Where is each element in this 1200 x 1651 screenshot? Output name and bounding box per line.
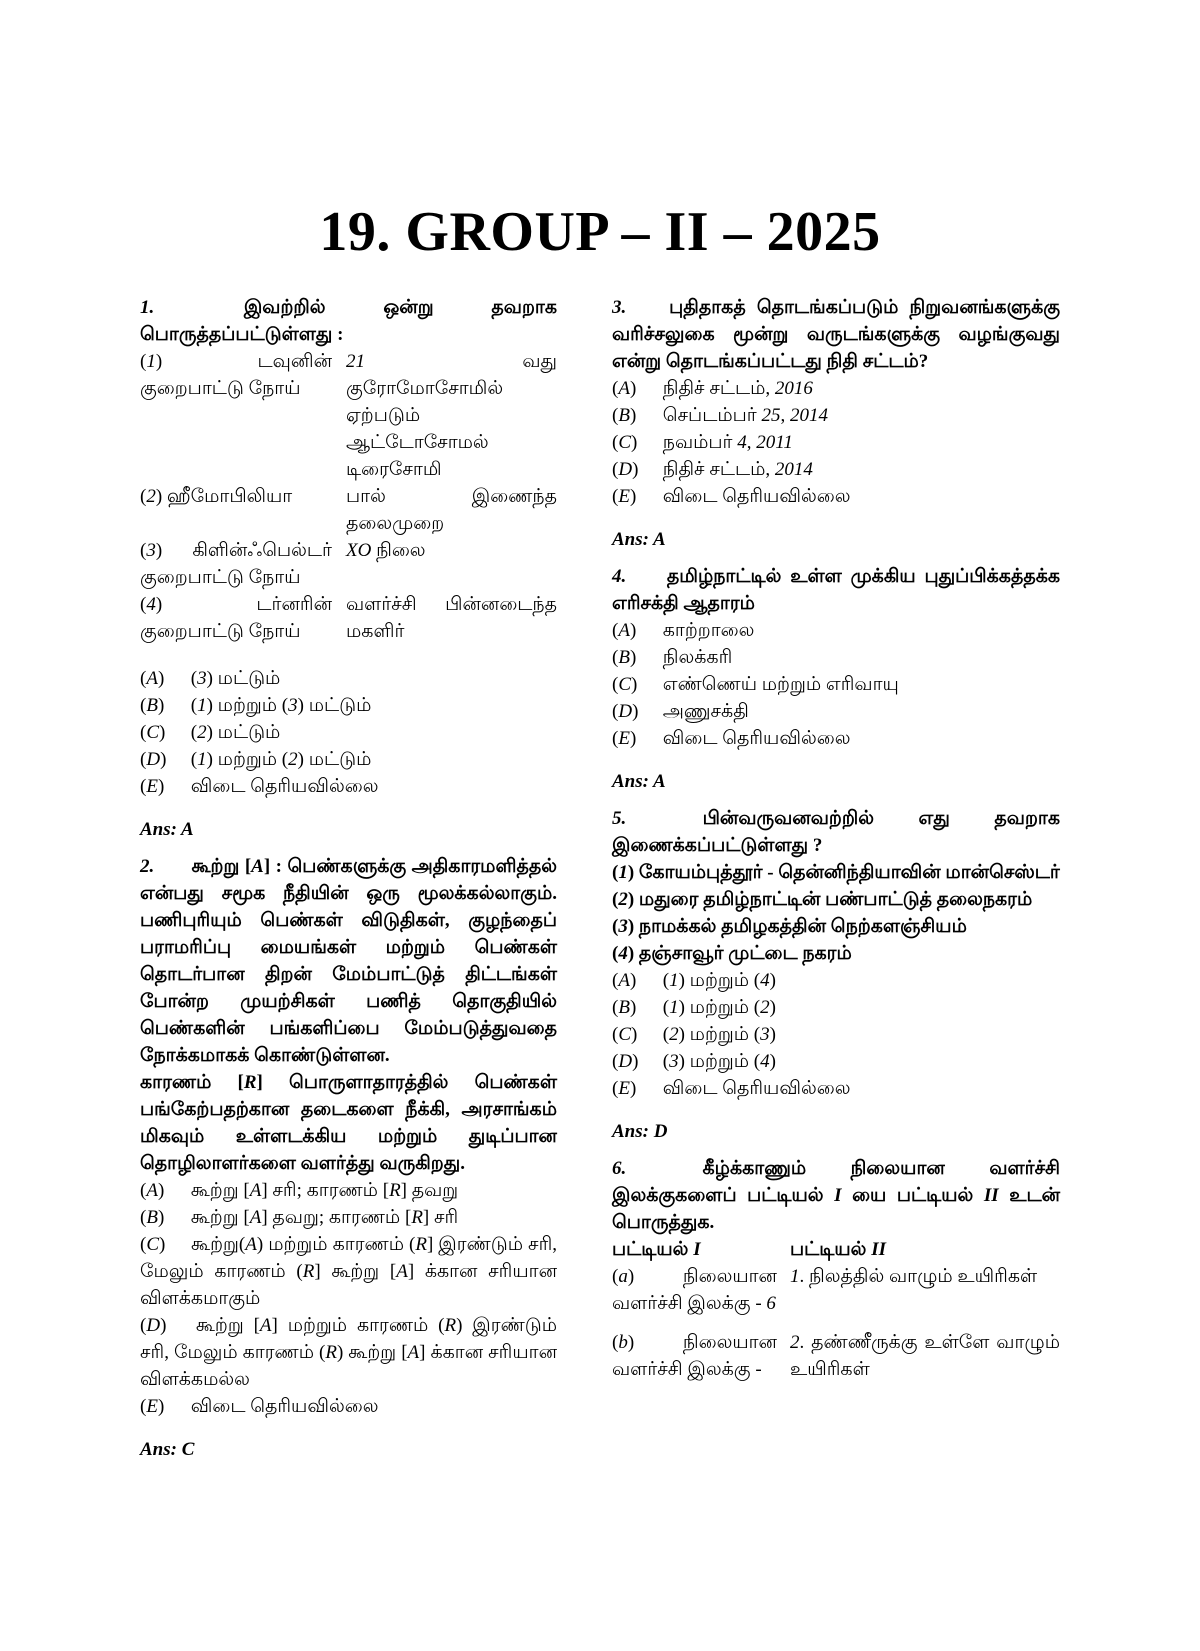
- option-row: [140, 692, 557, 719]
- question-5-options: [612, 967, 1060, 1102]
- option-marker: (C): [612, 674, 638, 695]
- question-2-options: [140, 1177, 557, 1420]
- option-text: விடை தெரியவில்லை: [662, 728, 851, 749]
- option-marker: (B): [612, 647, 637, 668]
- match-right-cell: 2. தண்ணீருக்கு உள்ளே வாழும் உயிரிகள்: [790, 1332, 1060, 1380]
- option-text: கூற்று [A] மற்றும் காரணம் (R) இரண்டும் சரி, மேலும் காரணம் (R) கூற்று [A] க்கான சரியான விளக்கமல்ல: [140, 1315, 558, 1390]
- option-marker: (D): [140, 749, 167, 770]
- option-text: (3) மட்டும்: [190, 668, 281, 689]
- question-4-stem: [612, 563, 1060, 617]
- option-row: [140, 1393, 557, 1420]
- question-6: [612, 1155, 1060, 1383]
- option-row: [140, 1231, 557, 1312]
- match-left-cell: (2) ஹீமோபிலியா: [140, 486, 293, 507]
- pair-item: (4) தஞ்சாவூர் முட்டை நகரம்: [612, 943, 852, 964]
- right-column: [612, 294, 1060, 1465]
- question-3-number: 3.: [612, 297, 627, 318]
- match-row: [140, 483, 557, 537]
- option-text: விடை தெரியவில்லை: [662, 486, 851, 507]
- option-marker: (A): [140, 668, 165, 689]
- match-left-cell: (4) டர்னரின் குறைபாட்டு நோய்: [140, 594, 332, 642]
- option-row: [612, 375, 1060, 402]
- question-2-assertion-text: கூற்று [A] : பெண்களுக்கு அதிகாரமளித்தல் என்பது சமூக நீதியின் ஒரு மூலக்கல்லாகும். பணிபுரியும் பெண்கள் விடுதிகள், குழந்தைப் பராமரிப்பு மையங்கள் மற்றும் பெண்கள் தொடர்பான திறன் மேம்பாட்டுத் திட்டங்கள் போன்ற முயற்சிகள் பணித் தொகுதியில் பெண்களின் பங்களிப்பை மேம்படுத்துவதை நோக்கமாகக் கொண்டுள்ளன.: [140, 856, 558, 1066]
- option-text: கூற்று(A) மற்றும் காரணம் (R] இரண்டும் சரி, மேலும் காரணம் (R] கூற்று [A] க்கான சரியான விளக்கமாகும்: [140, 1234, 557, 1309]
- option-text: (1) மற்றும் (4): [662, 970, 776, 991]
- option-marker: (E): [612, 1078, 637, 1099]
- question-1-stem-text: இவற்றில் ஒன்று தவறாக பொருத்தப்பட்டுள்ளது :: [140, 297, 557, 345]
- question-2-answer: Ans: C: [140, 1439, 195, 1460]
- option-row: [612, 994, 1060, 1021]
- match-row: [612, 1263, 1060, 1317]
- option-marker: (D): [612, 459, 639, 480]
- option-marker: (C): [612, 1024, 638, 1045]
- option-row: [612, 644, 1060, 671]
- question-5-stem: [612, 805, 1060, 859]
- option-marker: (B): [612, 405, 637, 426]
- option-text: நவம்பர் 4, 2011: [662, 432, 793, 453]
- match-right-cell: வளர்ச்சி பின்னடைந்த மகளிர்: [346, 594, 557, 642]
- option-text: கூற்று [A] தவறு; காரணம் [R] சரி: [190, 1207, 459, 1228]
- list1-header: பட்டியல் I: [612, 1239, 701, 1260]
- pair-item: (2) மதுரை தமிழ்நாட்டின் பண்பாட்டுத் தலைநகரம்: [612, 889, 1033, 910]
- option-text: நிதிச் சட்டம், 2014: [662, 459, 813, 480]
- option-marker: (B): [140, 695, 165, 716]
- match-table-header: [612, 1236, 1060, 1263]
- question-1: [140, 294, 557, 843]
- option-text: காற்றாலை: [662, 620, 755, 641]
- option-row: [140, 1177, 557, 1204]
- option-text: (1) மற்றும் (2): [662, 997, 776, 1018]
- option-row: [612, 725, 1060, 752]
- page-title: 19. GROUP – II – 2025: [319, 201, 881, 263]
- option-row: [140, 746, 557, 773]
- question-1-options: [140, 665, 557, 800]
- option-row: [612, 698, 1060, 725]
- question-1-match-table: [140, 348, 557, 645]
- option-text: (2) மட்டும்: [190, 722, 281, 743]
- match-row: [612, 1329, 1060, 1383]
- option-text: எண்ணெய் மற்றும் எரிவாயு: [662, 674, 899, 695]
- option-marker: (C): [140, 722, 166, 743]
- option-marker: (A): [140, 1180, 165, 1201]
- question-6-match-table: [612, 1236, 1060, 1383]
- match-left-cell: (1) டவுனின் குறைபாட்டு நோய்: [140, 351, 332, 399]
- option-text: (1) மற்றும் (3) மட்டும்: [190, 695, 372, 716]
- option-marker: (A): [612, 970, 637, 991]
- question-6-number: 6.: [612, 1158, 627, 1179]
- option-text: விடை தெரியவில்லை: [190, 776, 379, 797]
- option-row: [612, 456, 1060, 483]
- option-row: [612, 402, 1060, 429]
- question-5-items: [612, 859, 1060, 967]
- option-marker: (A): [612, 378, 637, 399]
- option-row: [612, 483, 1060, 510]
- option-marker: (A): [612, 620, 637, 641]
- option-marker: (C): [140, 1234, 166, 1255]
- option-marker: (E): [140, 776, 165, 797]
- question-4-stem-text: தமிழ்நாட்டில் உள்ள முக்கிய புதுப்பிக்கத்தக்க எரிசக்தி ஆதாரம்: [612, 566, 1060, 614]
- question-1-answer: Ans: A: [140, 819, 194, 840]
- option-text: (2) மற்றும் (3): [662, 1024, 776, 1045]
- option-row: [140, 719, 557, 746]
- question-5: [612, 805, 1060, 1145]
- option-row: [612, 617, 1060, 644]
- question-1-number: 1.: [140, 297, 155, 318]
- option-row: [140, 1204, 557, 1231]
- pair-item: (3) நாமக்கல் தமிழகத்தின் நெற்களஞ்சியம்: [612, 916, 967, 937]
- option-text: (1) மற்றும் (2) மட்டும்: [190, 749, 372, 770]
- question-5-stem-text: பின்வருவனவற்றில் எது தவறாக இணைக்கப்பட்டுள்ளது ?: [612, 808, 1060, 856]
- question-4-number: 4.: [612, 566, 627, 587]
- match-left-cell: (b) நிலையான வளர்ச்சி இலக்கு -: [612, 1332, 777, 1380]
- question-6-rows: [612, 1263, 1060, 1383]
- option-text: கூற்று [A] சரி; காரணம் [R] தவறு: [190, 1180, 459, 1201]
- option-text: நிதிச் சட்டம், 2016: [662, 378, 813, 399]
- option-row: [140, 773, 557, 800]
- option-text: நிலக்கரி: [662, 647, 733, 668]
- option-row: [612, 671, 1060, 698]
- question-3-answer: Ans: A: [612, 529, 666, 550]
- match-row: [140, 591, 557, 645]
- pair-item: (1) கோயம்புத்தூர் - தென்னிந்தியாவின் மான்செஸ்டர்: [612, 862, 1060, 883]
- question-2-reason-text: காரணம் [R] பொருளாதாரத்தில் பெண்கள் பங்கேற்பதற்கான தடைகளை நீக்கி, அரசாங்கம் மிகவும் உள்ளடக்கிய மற்றும் துடிப்பான தொழிலாளர்களை வளர்த்து வருகிறது.: [140, 1072, 557, 1174]
- option-row: [140, 1312, 557, 1393]
- option-text: விடை தெரியவில்லை: [662, 1078, 851, 1099]
- question-5-answer: Ans: D: [612, 1121, 668, 1142]
- option-marker: (E): [612, 486, 637, 507]
- option-marker: (E): [140, 1396, 165, 1417]
- two-column-layout: [140, 294, 1060, 1465]
- question-2: [140, 853, 557, 1463]
- option-text: விடை தெரியவில்லை: [190, 1396, 379, 1417]
- question-4: [612, 563, 1060, 795]
- match-left-cell: (a) நிலையான வளர்ச்சி இலக்கு - 6: [612, 1266, 777, 1314]
- option-row: [612, 1075, 1060, 1102]
- match-right-cell: 21 வது குரோமோசோமில் ஏற்படும் ஆட்டோசோமல் டிரைசோமி: [346, 351, 557, 480]
- question-5-number: 5.: [612, 808, 627, 829]
- option-marker: (D): [612, 701, 639, 722]
- match-row: [140, 537, 557, 591]
- option-marker: (C): [612, 432, 638, 453]
- question-2-reason: [140, 1069, 557, 1177]
- question-4-options: [612, 617, 1060, 752]
- match-row: [140, 348, 557, 483]
- question-3-stem: [612, 294, 1060, 375]
- option-row: [140, 665, 557, 692]
- option-row: [612, 1021, 1060, 1048]
- match-right-cell: 1. நிலத்தில் வாழும் உயிரிகள்: [790, 1266, 1038, 1287]
- option-text: அணுசக்தி: [662, 701, 749, 722]
- list2-header: பட்டியல் II: [790, 1239, 886, 1260]
- question-2-number: 2.: [140, 856, 155, 877]
- question-3-options: [612, 375, 1060, 510]
- question-6-stem-text: கீழ்க்காணும் நிலையான வளர்ச்சி இலக்குகளைப் பட்டியல் I யை பட்டியல் II உடன் பொருத்துக.: [612, 1158, 1060, 1233]
- question-2-assertion: [140, 853, 557, 1069]
- option-marker: (D): [612, 1051, 639, 1072]
- match-right-cell: பால் இணைந்த தலைமுறை: [346, 486, 557, 534]
- option-marker: (D): [140, 1315, 167, 1336]
- option-marker: (B): [140, 1207, 165, 1228]
- question-4-answer: Ans: A: [612, 771, 666, 792]
- option-row: [612, 967, 1060, 994]
- question-1-stem: [140, 294, 557, 348]
- option-text: செப்டம்பர் 25, 2014: [662, 405, 828, 426]
- question-3: [612, 294, 1060, 553]
- option-row: [612, 1048, 1060, 1075]
- match-left-cell: (3) கிளின்ஃபெல்டர் குறைபாட்டு நோய்: [140, 540, 332, 588]
- option-marker: (E): [612, 728, 637, 749]
- question-3-stem-text: புதிதாகத் தொடங்கப்படும் நிறுவனங்களுக்கு வரிச்சலுகை மூன்று வருடங்களுக்கு வழங்குவது என்று தொடங்கப்பட்டது நிதி சட்டம்?: [612, 297, 1060, 372]
- match-right-cell: XO நிலை: [346, 540, 426, 561]
- option-marker: (B): [612, 997, 637, 1018]
- option-row: [612, 429, 1060, 456]
- question-6-stem: [612, 1155, 1060, 1236]
- option-text: (3) மற்றும் (4): [662, 1051, 776, 1072]
- left-column: [140, 294, 557, 1465]
